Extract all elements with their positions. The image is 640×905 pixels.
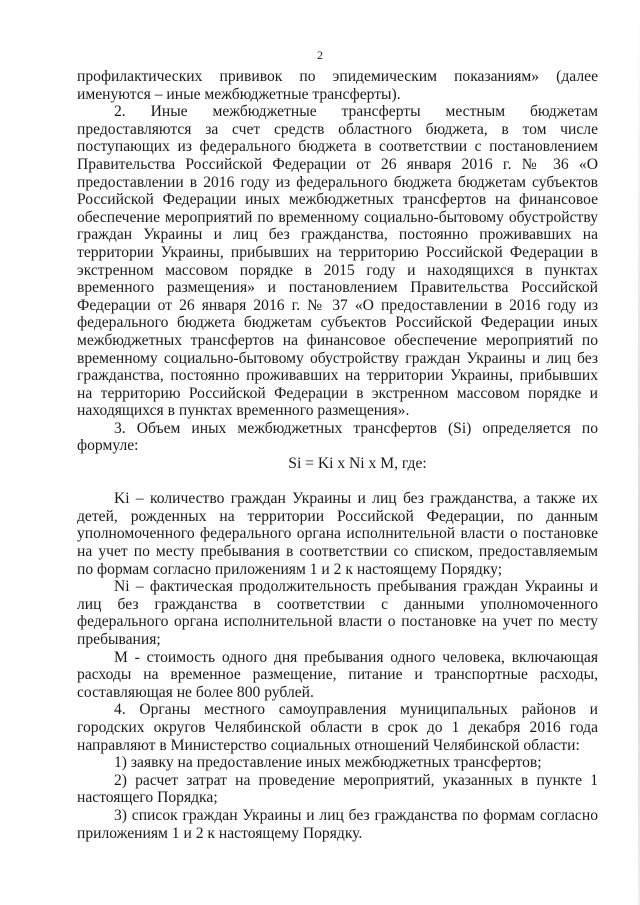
document-body — [77, 68, 598, 842]
paragraph-ki-definition: Ki – количество граждан Украины и лиц без гражданства, а также их детей, рожденных на территории Российской Федерации, по данным уполномоченного федерального органа исполнительной власти о постановке на учет по месту пребывания в соответствии со списком, предоставляемым по формам согласно приложениям 1 и 2 к настоящему Порядку; — [77, 490, 598, 578]
formula: Si = Ki x Ni x M, где: — [288, 455, 427, 473]
paragraph-continuation: профилактических прививок по эпидемическим показаниям» (далее именуются – иные межбюджетные трансферты). — [77, 68, 598, 103]
paragraph-m-definition: M - стоимость одного дня пребывания одного человека, включающая расходы на временное размещение, питание и транспортные расходы, составляющая не более 800 рублей. — [77, 648, 598, 701]
paragraph-clause-2: 2. Иные межбюджетные трансферты местным бюджетам предоставляются за счет средств областного бюджета, в том числе поступающих из федерального бюджета в соответствии с постановлением Правительства Российской Федерации от 26 января 2016 г. № 36 «О предоставлении в 2016 году из федерального бюджета бюджетам субъектов Российской Федерации иных межбюджетных трансфертов на финансовое обеспечение мероприятий по временному социально-бытовому обустройству граждан Украины и лиц без гражданства, постоянно проживавших на территории Украины, прибывших на территорию Российской Федерации в экстренном массовом порядке в 2015 году и находящихся в пунктах временного размещения» и постановлением Правительства Российской Федерации от 26 января 2016 г. № 37 «О предоставлении в 2016 году из федерального бюджета бюджетам субъектов Российской Федерации иных межбюджетных трансфертов на финансовое обеспечение мероприятий по временному социально-бытовому обустройству граждан Украины и лиц без гражданства, постоянно проживавших на территории Украины, прибывших на территорию Российской Федерации в экстренном массовом порядке и находящихся в пунктах временного размещения». — [77, 103, 598, 420]
paragraph-clause-4: 4. Органы местного самоуправления муниципальных районов и городских округов Челябинской области в срок до 1 декабря 2016 года направляют в Министерство социальных отношений Челябинской области: — [77, 701, 598, 754]
paragraph-clause-3: 3. Объем иных межбюджетных трансфертов (Si) определяется по формуле: — [77, 419, 598, 455]
list-item-2: 2) расчет затрат на проведение мероприятий, указанных в пункте 1 настоящего Порядка; — [77, 771, 598, 807]
page-number: 2 — [317, 48, 323, 62]
list-item-1: 1) заявку на предоставление иных межбюджетных трансфертов; — [114, 754, 542, 772]
paragraph-ni-definition: Ni – фактическая продолжительность пребывания граждан Украины и лиц без гражданства в соответствии с данными уполномоченного федерального органа исполнительной власти о постановке на учет по месту пребывания; — [77, 578, 598, 648]
list-item-3: 3) список граждан Украины и лиц без гражданства по формам согласно приложениям 1 и 2 к настоящему Порядку. — [77, 806, 598, 842]
